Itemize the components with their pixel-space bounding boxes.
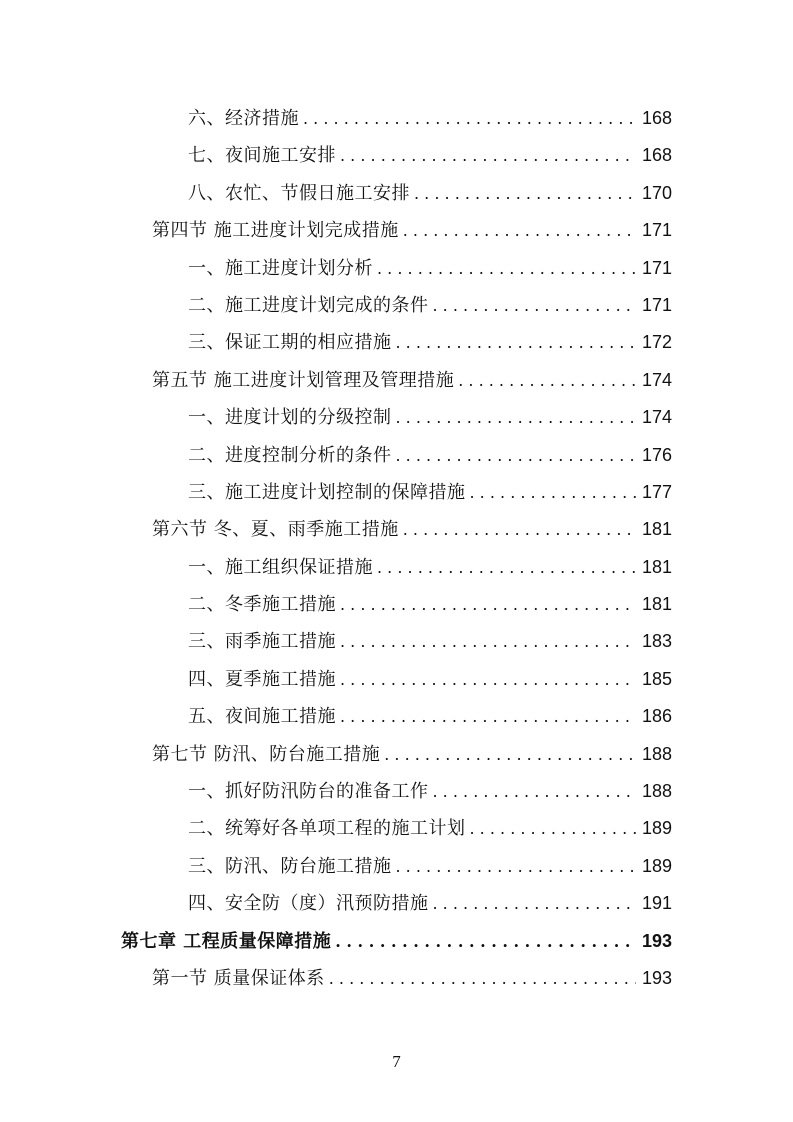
toc-dot-leader (433, 885, 636, 922)
toc-entry-page: 193 (641, 930, 672, 951)
toc-entry-page: 189 (641, 818, 672, 839)
toc-entry-page: 189 (641, 855, 672, 876)
toc-entry-title: 第一节 质量保证体系 (152, 967, 325, 989)
toc-entry-title: 第七节 防汛、防台施工措施 (152, 743, 381, 765)
toc-subsection-entry[interactable] (0, 623, 793, 660)
toc-section-entry[interactable] (0, 511, 793, 548)
toc-entry-title: 二、进度控制分析的条件 (188, 444, 392, 466)
toc-entry-page: 168 (641, 108, 672, 128)
toc-entry-page: 171 (641, 294, 672, 315)
toc-entry-title: 一、抓好防汛防台的准备工作 (188, 781, 429, 803)
toc-dot-leader (335, 923, 636, 960)
table-of-contents (0, 100, 793, 997)
toc-subsection-entry[interactable] (0, 773, 793, 810)
toc-entry-page: 174 (641, 407, 672, 428)
toc-dot-leader (433, 287, 636, 324)
toc-subsection-entry[interactable] (0, 810, 793, 847)
toc-subsection-entry[interactable] (0, 324, 793, 361)
toc-entry-page: 193 (641, 967, 672, 988)
toc-entry-page: 171 (641, 220, 672, 241)
toc-entry-title: 第五节 施工进度计划管理及管理措施 (152, 369, 455, 391)
toc-subsection-entry[interactable] (0, 549, 793, 586)
toc-entry-title: 二、统筹好各单项工程的施工计划 (188, 818, 466, 840)
toc-entry-page: 188 (641, 743, 672, 764)
toc-section-entry[interactable] (0, 960, 793, 997)
toc-entry-title: 第四节 施工进度计划完成措施 (152, 220, 399, 242)
toc-entry-page: 186 (641, 706, 672, 727)
page-number: 7 (392, 1052, 401, 1071)
toc-subsection-entry[interactable] (0, 287, 793, 324)
toc-section-entry[interactable] (0, 212, 793, 249)
toc-subsection-entry[interactable] (0, 137, 793, 174)
toc-subsection-entry[interactable] (0, 250, 793, 287)
toc-entry-page: 185 (641, 668, 672, 689)
toc-entry-page: 170 (641, 182, 672, 203)
toc-entry-title: 四、夏季施工措施 (188, 668, 336, 690)
toc-subsection-entry[interactable] (0, 100, 793, 137)
toc-entry-title: 三、雨季施工措施 (188, 631, 336, 653)
toc-entry-title: 八、农忙、节假日施工安排 (188, 182, 410, 204)
toc-entry-page: 181 (641, 556, 672, 577)
toc-dot-leader (340, 661, 636, 698)
toc-entry-page: 171 (641, 257, 672, 278)
toc-entry-title: 三、防汛、防台施工措施 (188, 855, 392, 877)
toc-entry-title: 二、施工进度计划完成的条件 (188, 294, 429, 316)
toc-dot-leader (396, 324, 636, 361)
toc-entry-title: 四、安全防（度）汛预防措施 (188, 893, 429, 915)
toc-dot-leader (340, 623, 636, 660)
toc-entry-page: 181 (641, 594, 672, 615)
toc-chapter-entry[interactable] (0, 923, 793, 960)
toc-subsection-entry[interactable] (0, 885, 793, 922)
toc-entry-title: 六、经济措施 (188, 108, 299, 129)
toc-dot-leader (433, 773, 636, 810)
toc-dot-leader (377, 549, 636, 586)
toc-dot-leader (377, 250, 636, 287)
toc-dot-leader (414, 175, 636, 212)
toc-dot-leader (396, 848, 636, 885)
toc-subsection-entry[interactable] (0, 437, 793, 474)
toc-entry-page: 174 (641, 369, 672, 390)
toc-subsection-entry[interactable] (0, 175, 793, 212)
toc-subsection-entry[interactable] (0, 661, 793, 698)
toc-dot-leader (340, 698, 636, 735)
toc-dot-leader (396, 437, 636, 474)
toc-entry-page: 176 (641, 444, 672, 465)
toc-dot-leader (458, 362, 636, 399)
toc-entry-title: 七、夜间施工安排 (188, 145, 336, 167)
toc-entry-title: 一、施工进度计划分析 (188, 257, 373, 279)
toc-dot-leader (340, 586, 636, 623)
toc-entry-title: 第七章 工程质量保障措施 (121, 930, 332, 952)
toc-dot-leader (470, 810, 636, 847)
toc-entry-page: 168 (641, 145, 672, 166)
toc-section-entry[interactable] (0, 362, 793, 399)
toc-subsection-entry[interactable] (0, 586, 793, 623)
toc-entry-page: 172 (641, 332, 672, 353)
toc-entry-title: 三、保证工期的相应措施 (188, 332, 392, 354)
toc-dot-leader (470, 474, 636, 511)
toc-entry-page: 188 (641, 781, 672, 802)
toc-entry-title: 三、施工进度计划控制的保障措施 (188, 481, 466, 503)
toc-entry-page: 183 (641, 631, 672, 652)
toc-entry-title: 五、夜间施工措施 (188, 706, 336, 728)
toc-dot-leader (340, 137, 636, 174)
toc-entry-page: 181 (641, 519, 672, 540)
toc-entry-title: 第六节 冬、夏、雨季施工措施 (152, 519, 399, 541)
toc-dot-leader (403, 212, 636, 249)
toc-entry-title: 一、施工组织保证措施 (188, 556, 373, 578)
toc-entry-title: 一、进度计划的分级控制 (188, 407, 392, 429)
toc-dot-leader (403, 511, 636, 548)
toc-entry-page: 191 (641, 893, 672, 914)
toc-section-entry[interactable] (0, 736, 793, 773)
toc-entry-title: 二、冬季施工措施 (188, 594, 336, 616)
toc-entry-page: 177 (641, 481, 672, 502)
toc-dot-leader (384, 736, 636, 773)
toc-dot-leader (329, 960, 636, 997)
toc-subsection-entry[interactable] (0, 848, 793, 885)
toc-subsection-entry[interactable] (0, 698, 793, 735)
toc-dot-leader (396, 399, 636, 436)
toc-subsection-entry[interactable] (0, 474, 793, 511)
toc-dot-leader (303, 100, 636, 137)
toc-subsection-entry[interactable] (0, 399, 793, 436)
